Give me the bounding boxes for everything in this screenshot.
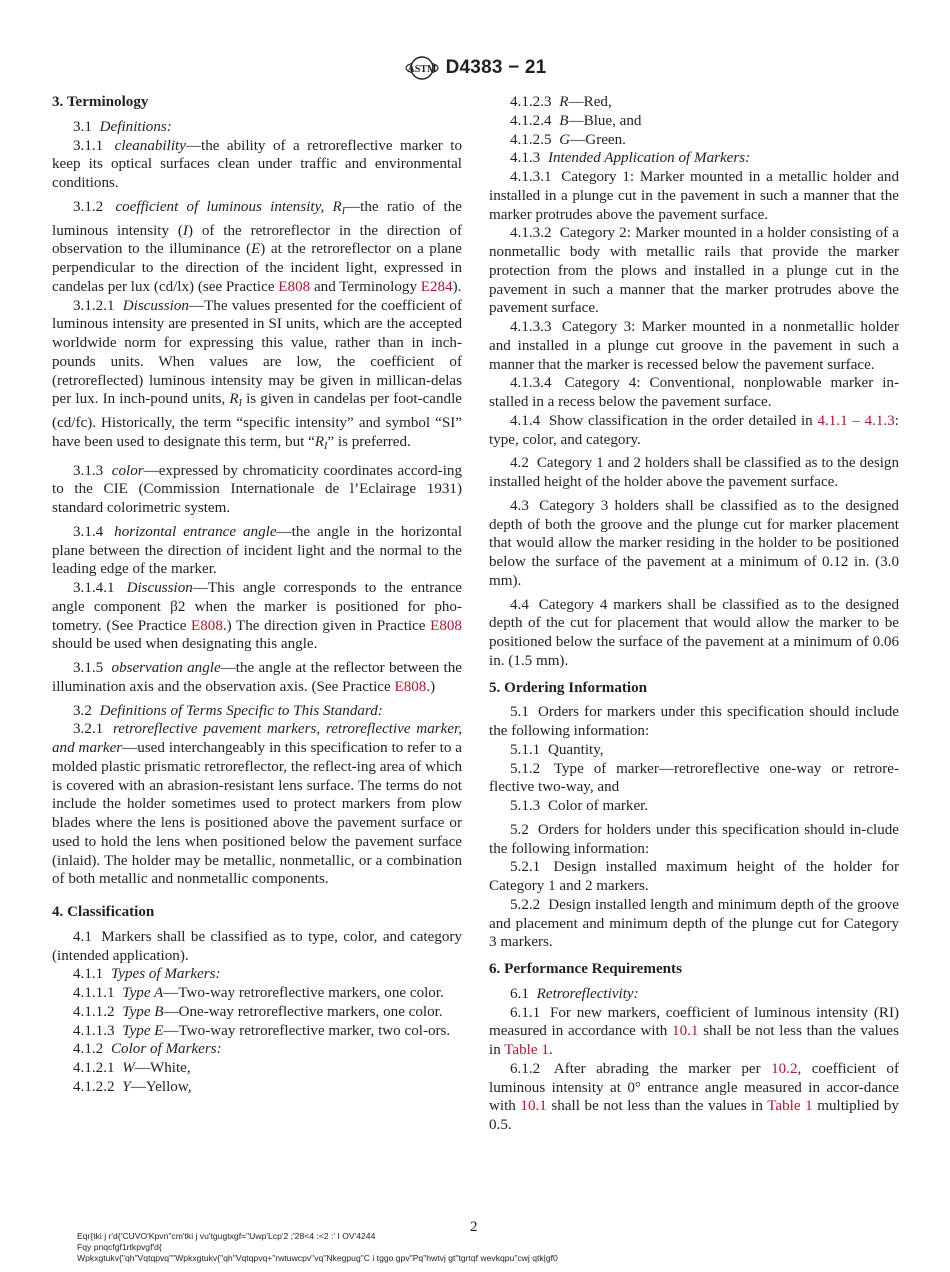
paragraph-4-1-3-1: 4.1.3.1 Category 1: Marker mounted in a metallic holder and installed in a plunge cut in the pavement in such a manner that the marker protrudes above the pavement surface.: [489, 169, 899, 223]
paragraph-4-2: 4.2 Category 1 and 2 holders shall be classified as to the design installed height of the holder above the pavement surface.: [489, 455, 899, 490]
link-10-1[interactable]: 10.1: [520, 1098, 547, 1115]
astm-logo-icon: [404, 53, 440, 83]
paragraph-4-1-2: 4.1.2 Color of Markers:: [73, 1041, 222, 1058]
paragraph-4-1-1-3: 4.1.1.3 Type E—Two-way retroreflective marker, two col-ors.: [73, 1022, 451, 1039]
paragraph-4-1-1-1: 4.1.1.1 Type A—Two-way retroreflective markers, one color.: [73, 985, 444, 1001]
paragraph-4-1-3-2: 4.1.3.2 Category 2: Marker mounted in a holder consisting of a nonmetallic body with metallic rails that provide the marker protection from the plows and installed in a plunge cut in the pavement in such a manner that the marker protrudes above the pavement surface.: [489, 225, 899, 317]
paragraph-5-2-1: 5.2.1 Design installed maximum height of the holder for Category 1 and 2 markers.: [489, 859, 899, 894]
section-heading-performance-requirements: 6. Performance Requirements: [489, 961, 682, 977]
link-e808[interactable]: E808: [278, 278, 311, 295]
paragraph-4-3: 4.3 Category 3 holders shall be classified as to the designed depth of both the groove and the plunge cut for marker placement that would allow the marker residing in the holder to be positioned below the surface of the pavement at a minimum of 0.12 in. (3.0 mm).: [489, 497, 899, 589]
paragraph-4-1-2-2: 4.1.2.2 Y—Yellow,: [73, 1078, 192, 1095]
svg-text:ASTM: ASTM: [407, 64, 437, 75]
paragraph-5-1-3: 5.1.3 Color of marker.: [510, 798, 649, 814]
footer-line-copyright: Eqr{tki j r'd{'CUVO'Kpvn"cm'tki j vu'tgugtxgf="Uwp'Lcp'2 ;'28<4 :<2 :' I OV'4244: [77, 1231, 376, 1241]
page-header: [0, 52, 950, 84]
paragraph-3-1-3: 3.1.3 color—expressed by chromaticity coordinates accord-ing to the CIE (Commission Internationale de l’Eclairage 1931) standard colorimetric system.: [52, 462, 462, 516]
document-designation: D4383 − 21: [445, 57, 547, 78]
paragraph-4-1: 4.1 Markers shall be classified as to type, color, and category (intended application).: [52, 928, 462, 964]
paragraph-3-1-4: 3.1.4 horizontal entrance angle—the angle in the horizontal plane between the direction of incident light and the normal to the leading edge of the marker.: [52, 523, 463, 578]
paragraph-3-1: 3.1 Definitions:: [73, 118, 172, 135]
paragraph-4-1-3: 4.1.3 Intended Application of Markers:: [510, 150, 751, 167]
paragraph-6-1-2: 6.1.2 After abrading the marker per 10.2, coefficient of luminous intensity at 0° entrance angle measured in accor-dance with 10.1 shall be not less than the values in Table 1 multiplied by 0.5.: [489, 1060, 899, 1133]
paragraph-3-2-1: 3.2.1 retroreflective pavement markers, retroreflective marker, and marker—used interchangeably in this specification to refer to a molded plastic prismatic retroreflector, the reflect-ing area of which is covered with an abrasion-resistant lens surface. The terms do not include the holder sometimes used to protect markers from plow blades where the lens is positioned above the pavement surface or used to hold the lens when positioned below the pavement surface (inlaid). The holder may be metallic, nonmetallic, or a combination of both metallic and nonmetallic components.: [52, 721, 462, 888]
paragraph-4-1-2-4: 4.1.2.4 B—Blue, and: [510, 112, 642, 129]
paragraph-3-2: 3.2 Definitions of Terms Specific to This Standard:: [73, 702, 383, 719]
paragraph-3-1-2: 3.1.2 coefficient of luminous intensity, $R_I—the$ ratio of the luminous intensity (I) of the retroreflector in the direction of observation to the illuminance (E) at the retroreflector on a plane perpendicular to the direction of the incident light, expressed in candelas per lux (cd/lx) (see Practice E808 and Terminology E284).: [52, 198, 462, 295]
left-column: [52, 93, 462, 1097]
paragraph-4-1-3-3: 4.1.3.3 Category 3: Marker mounted in a nonmetallic holder and installed in a plunge cut groove in the pavement in such a manner that the marker is recessed below the pavement surface.: [489, 319, 899, 373]
link-e808[interactable]: E808: [394, 678, 427, 695]
paragraph-4-1-4: 4.1.4 Show classification in the order detailed in 4.1.1 – 4.1.3: type, color, and category.: [489, 412, 899, 448]
link-10-1[interactable]: 10.1: [672, 1023, 699, 1040]
paragraph-3-1-4-1: 3.1.4.1 Discussion—This angle corresponds to the entrance angle component β2 when the marker is positioned for pho-tometry. (See Practice E808.) The direction given in Practice E808 should be used when designating this angle.: [52, 580, 462, 653]
paragraph-4-1-1: 4.1.1 Types of Markers:: [73, 966, 221, 983]
paragraph-4-1-2-1: 4.1.2.1 W—White,: [73, 1060, 191, 1076]
link-e284[interactable]: E284: [420, 278, 453, 295]
link-table-1[interactable]: Table 1: [767, 1098, 813, 1115]
right-column: [489, 93, 899, 1135]
paragraph-4-4: 4.4 Category 4 markers shall be classified as to the designed depth of the cut for placement that would allow the marker to be positioned below the surface of the pavement at a minimum of 0.06 in. (1.5 mm).: [489, 596, 900, 669]
section-heading-terminology: 3. Terminology: [52, 94, 149, 110]
paragraph-5-2: 5.2 Orders for holders under this specification should in-clude the following information:: [489, 821, 900, 857]
paragraph-3-1-1: 3.1.1 cleanability—the ability of a retroreflective marker to keep its optical surfaces clean under traffic and environmental conditions.: [52, 137, 462, 191]
paragraph-6-1: 6.1 Retroreflectivity:: [510, 985, 639, 1002]
link-e808[interactable]: E808: [430, 617, 462, 634]
link-10-2[interactable]: 10.2: [771, 1060, 798, 1077]
section-heading-classification: 4. Classification: [52, 904, 155, 920]
link-table-1[interactable]: Table 1: [504, 1042, 549, 1058]
paragraph-5-1-1: 5.1.1 Quantity,: [510, 741, 604, 758]
paragraph-5-1-2: 5.1.2 Type of marker—retroreflective one-way or retrore-flective two-way, and: [489, 760, 899, 796]
paragraph-5-2-2: 5.2.2 Design installed length and minimum depth of the groove and placement and minimum depth of the plunge cut for Category 3 markers.: [489, 896, 899, 951]
page-number: 2: [470, 1219, 478, 1235]
paragraph-4-1-1-2: 4.1.1.2 Type B—One-way retroreflective markers, one color.: [73, 1003, 443, 1020]
paragraph-4-1-2-5: 4.1.2.5 G—Green.: [510, 131, 626, 148]
paragraph-4-1-3-4: 4.1.3.4 Category 4: Conventional, nonplowable marker in-stalled in a recess below the pavement surface.: [489, 375, 899, 410]
footer-line-license: Wpkxgtukv{"qh"Vqtqpvq""Wpkxgtukv{"qh"Vqtqpvq+"rwtuwcpv"vq"Nkegpug"C i tggo gpv"Pq"hwtvj gt"tgrtqf wevkqpu"cwj qtk|gf0: [77, 1253, 558, 1263]
section-heading-ordering-information: 5. Ordering Information: [489, 679, 648, 696]
license-footer: [77, 1231, 558, 1264]
paragraph-5-1: 5.1 Orders for markers under this specification should include the following information:: [489, 704, 899, 739]
link-4-1-1-4-1-3[interactable]: 4.1.1 – 4.1.3: [817, 412, 895, 429]
paragraph-4-1-2-3: 4.1.2.3 R—Red,: [510, 94, 612, 110]
footer-line-downloaded: Fqy pnqcfgf1rtkpvgf'd{: [77, 1242, 162, 1252]
link-e808[interactable]: E808: [191, 617, 223, 634]
paragraph-3-1-2-1: 3.1.2.1 Discussion—The values presented for the coefficient of luminous intensity are presented in SI units, which are the accepted worldwide norm for expressing this value, rather than in inch-pounds units. When values are low, the coefficient of (retroreflected) luminous intensity may be given in millican-delas per lux. In inch-pound units, $R_I$ is given in candelas per foot-candle (cd/fc). Historically, the term “specific intensity” and symbol “SI” have been used to designate this term, but “$R_I$” is preferred.: [52, 297, 462, 452]
paragraph-3-1-5: 3.1.5 observation angle—the angle at the reflector between the illumination axis and the observation axis. (See Practice E808.): [52, 660, 463, 695]
paragraph-6-1-1: 6.1.1 For new markers, coefficient of luminous intensity (RI) measured in accordance with 10.1 shall be not less than the values in Table 1.: [489, 1004, 900, 1058]
